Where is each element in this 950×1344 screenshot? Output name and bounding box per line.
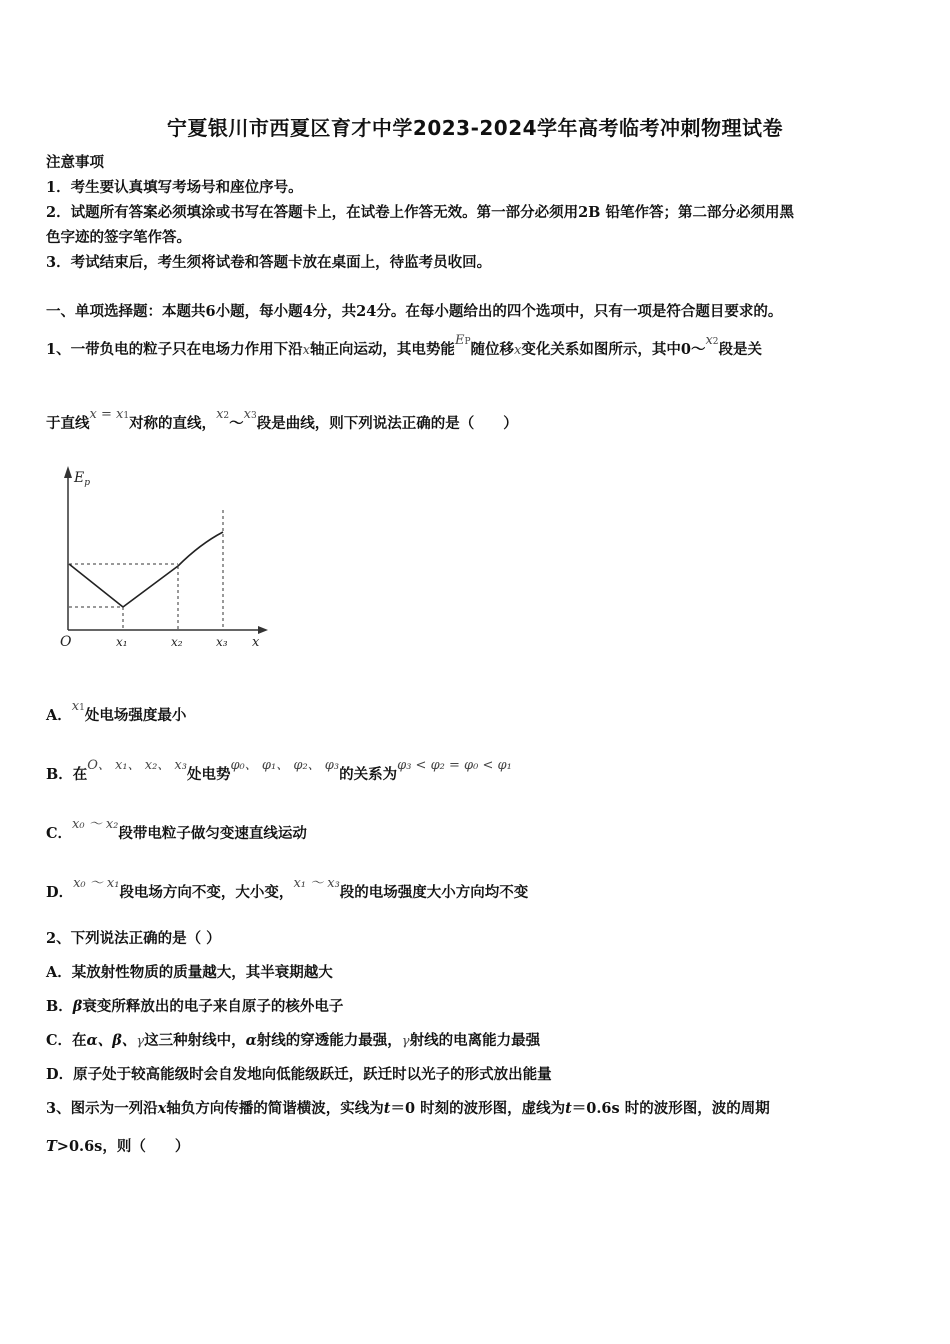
q1-option-d-range1: x₀ ～ x₁ [73, 876, 120, 891]
q1-var-x: x [302, 343, 310, 358]
q1-option-b[interactable] [46, 758, 512, 786]
q2-option-b-text: 衰变所释放出的电子来自原子的核外电子 [82, 998, 344, 1015]
ep-curve-linear [69, 564, 178, 607]
notice-item-3: 3．考试结束后，考生须将试卷和答题卡放在桌面上，待监考员收回。 [46, 254, 492, 271]
q1-option-a[interactable] [46, 699, 187, 728]
q1-var-x2b: x2 [216, 407, 230, 422]
origin-label: O [60, 634, 72, 650]
q3-text-a: 3、图示为一列沿 [46, 1100, 158, 1117]
q2-option-c-a: C．在 [46, 1032, 87, 1049]
q3-text-b: 轴负方向传播的简谐横波，实线为 [166, 1100, 384, 1117]
q3-text-d: ＝0.6s 时的波形图，波的周期 [571, 1100, 770, 1117]
q1-text-a: 1、一带负电的粒子只在电场力作用下沿 [46, 341, 303, 358]
q3-stem-line2 [46, 1137, 189, 1157]
q1-option-a-label: A． [46, 707, 72, 724]
q2-option-d[interactable]: D．原子处于较高能级时会自发地向低能级跃迁，跃迁时以光子的形式放出能量 [46, 1066, 552, 1083]
q1-text-b: 轴正向运动，其电势能 [309, 341, 455, 358]
q1-tilde-2: ～ [229, 415, 244, 432]
q1-option-c-text: 段带电粒子做匀变速直线运动 [118, 825, 307, 842]
q2-option-a[interactable]: A．某放射性物质的质量越大，其半衰期越大 [46, 964, 333, 981]
q1-option-b-phis: φ₀、 φ₁、 φ₂、 φ₃ [230, 758, 340, 773]
notice-item-2: 2．试题所有答案必须填涂或书写在答题卡上，在试卷上作答无效。第一部分必须用2B 铅笔作答；第二部分必须用黑 [46, 204, 794, 221]
q3-var-t-2: t [565, 1100, 572, 1117]
x-axis-arrow [258, 626, 268, 634]
q1-tilde: ～ [690, 341, 706, 358]
y-axis-arrow [64, 466, 72, 478]
q1-option-b-rel-label: 的关系为 [339, 766, 398, 783]
q3-var-T: T [46, 1138, 57, 1155]
q1-eq: x = x1 [89, 407, 130, 422]
q1-option-b-vars: O、 x₁、 x₂、 x₃ [87, 758, 187, 773]
x-axis-label: x [252, 635, 260, 650]
q2-gamma: γ [136, 1034, 145, 1049]
q1-text-g: 对称的直线， [129, 415, 217, 432]
y-axis-label: $E_p$ [74, 470, 90, 488]
tick-x1: x₁ [116, 635, 128, 649]
q1-option-a-var: x1 [71, 699, 85, 714]
section-heading: 一、单项选择题：本题共6小题，每小题4分，共24分。在每小题给出的四个选项中，只有一项是符合题目要求的。 [46, 303, 783, 320]
q1-option-b-relation: φ₃ < φ₂ = φ₀ < φ₁ [397, 758, 512, 773]
q1-stem-line1 [46, 333, 763, 362]
q3-text-c: ＝0 时刻的波形图，虚线为 [390, 1100, 566, 1117]
q3-var-t: t [383, 1100, 391, 1117]
notice-heading: 注意事项 [46, 154, 104, 171]
q1-var-x-2: x [514, 343, 522, 358]
q1-text-e: 段是关 [718, 341, 763, 358]
q2-option-c-d: 射线的电离能力最强 [409, 1032, 541, 1049]
q1-option-c[interactable] [46, 817, 307, 845]
q1-option-c-range: x₀ ～ x₂ [72, 817, 119, 832]
q2-option-b-label: B． [46, 998, 73, 1015]
q1-option-a-text: 处电场强度最小 [84, 707, 187, 724]
q1-text-c: 随位移 [470, 341, 514, 358]
tick-x2: x₂ [171, 635, 183, 649]
q2-option-c[interactable] [46, 1031, 540, 1052]
q1-stem-line2 [46, 407, 518, 436]
ep-x-graph [52, 462, 274, 652]
q2-option-c-b: 这三种射线中， [144, 1032, 246, 1049]
notice-item-1: 1．考生要认真填写考场号和座位序号。 [46, 179, 303, 196]
q1-text-d: 变化关系如图所示，其中 [521, 341, 681, 358]
q1-option-d-label: D． [46, 884, 74, 901]
page-title: 宁夏银川市西夏区育才中学2023-2024学年高考临考冲刺物理试卷 [166, 116, 784, 140]
q2-option-c-c: 射线的穿透能力最强， [256, 1032, 402, 1049]
q2-beta: β [72, 998, 83, 1015]
tick-x3: x₃ [216, 635, 228, 649]
q2-stem: 2、下列说法正确的是（ ） [46, 930, 221, 947]
q3-text-e: >0.6s，则（ ） [56, 1138, 190, 1155]
q1-option-c-label: C． [46, 825, 73, 842]
notice-item-2-cont: 色字迹的签字笔作答。 [46, 229, 191, 246]
q1-option-d[interactable] [46, 876, 529, 904]
q1-text-f: 于直线 [46, 415, 90, 432]
q3-var-x: x [157, 1100, 167, 1117]
q1-text-h: 段是曲线，则下列说法正确的是（ ） [256, 415, 518, 432]
q1-var-ep: EP [454, 333, 471, 348]
q1-option-d-range2: x₁ ～ x₃ [293, 876, 340, 891]
q3-stem-line1 [46, 1099, 770, 1119]
q2-alpha: α [245, 1032, 257, 1049]
q1-var-x2: x2 [705, 333, 719, 348]
ep-curve-curved [178, 532, 223, 566]
q1-zero: 0 [680, 341, 691, 358]
q2-gamma-2: γ [401, 1034, 410, 1049]
q1-option-d-end: 段的电场强度大小方向均不变 [339, 884, 529, 901]
q2-option-b[interactable] [46, 997, 343, 1017]
q1-var-x3: x3 [243, 407, 257, 422]
q1-option-d-mid: 段电场方向不变，大小变， [119, 884, 294, 901]
q2-option-c-abg: α、β、 [86, 1032, 137, 1049]
q1-option-b-mid: 处电势 [186, 766, 231, 783]
q1-option-b-label: B．在 [46, 766, 88, 783]
